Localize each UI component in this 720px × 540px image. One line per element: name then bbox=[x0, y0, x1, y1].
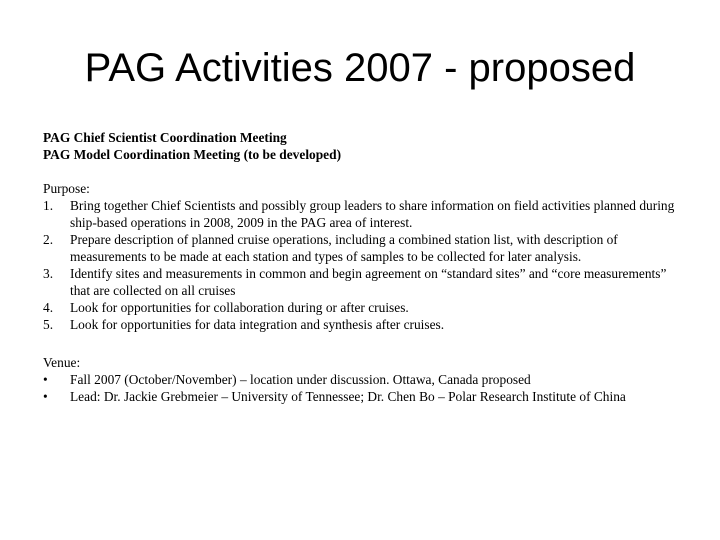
meeting-title-chief-scientist: PAG Chief Scientist Coordination Meeting bbox=[43, 130, 287, 145]
list-number: 2. bbox=[43, 232, 54, 247]
purpose-item-text: Look for opportunities for data integration and synthesis after cruises. bbox=[70, 317, 445, 332]
list-number: 1. bbox=[43, 198, 54, 213]
venue-item-text: Fall 2007 (October/November) – location under discussion. Ottawa, Canada proposed bbox=[70, 372, 531, 387]
meeting-title-model: PAG Model Coordination Meeting (to be developed) bbox=[43, 147, 342, 162]
list-number: 4. bbox=[43, 300, 54, 315]
purpose-item-text: Bring together Chief Scientists and possibly group leaders to share information on field activities planned during ship-based operations in 2008, 2009 in the PAG area of interest. bbox=[70, 198, 675, 230]
venue-item bbox=[43, 388, 683, 405]
purpose-item-text: Identify sites and measurements in common and begin agreement on “standard sites” and “core measurements” that are collected on all cruises bbox=[70, 266, 667, 298]
purpose-item bbox=[43, 265, 683, 299]
purpose-item-text: Prepare description of planned cruise operations, including a combined station list, with description of measurements to be made at each station and types of samples to be collected for later analysis. bbox=[70, 232, 618, 264]
venue-list bbox=[43, 371, 683, 405]
slide-title: PAG Activities 2007 - proposed bbox=[84, 46, 636, 90]
list-number: 3. bbox=[43, 266, 54, 281]
bullet-icon: • bbox=[43, 372, 48, 387]
list-number: 5. bbox=[43, 317, 54, 332]
purpose-heading: Purpose: bbox=[43, 181, 90, 196]
venue-item bbox=[43, 371, 683, 388]
slide-content bbox=[43, 129, 683, 405]
spacer bbox=[43, 333, 683, 354]
purpose-item bbox=[43, 197, 683, 231]
purpose-item-text: Look for opportunities for collaboration during or after cruises. bbox=[70, 300, 409, 315]
venue-item-text: Lead: Dr. Jackie Grebmeier – University of Tennessee; Dr. Chen Bo – Polar Research Institute of China bbox=[70, 389, 626, 404]
purpose-item bbox=[43, 316, 683, 333]
purpose-list bbox=[43, 197, 683, 333]
purpose-item bbox=[43, 299, 683, 316]
bullet-icon: • bbox=[43, 389, 48, 404]
venue-heading: Venue: bbox=[43, 355, 81, 370]
purpose-item bbox=[43, 231, 683, 265]
spacer bbox=[43, 163, 683, 180]
